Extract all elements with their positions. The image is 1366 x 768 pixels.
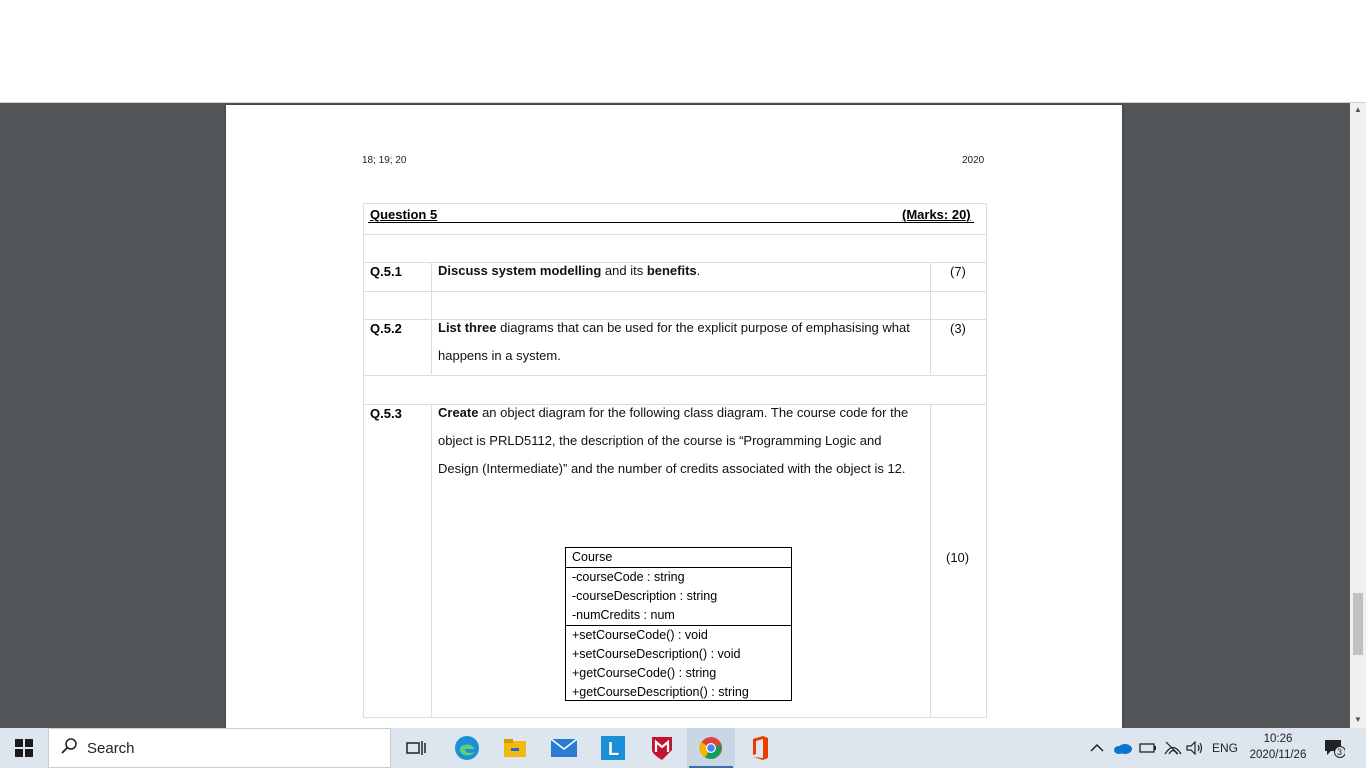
search-placeholder: Search [87, 739, 135, 757]
class-method: +getCourseCode() : string [572, 666, 717, 680]
class-name: Course [572, 550, 613, 564]
item-text [438, 257, 923, 285]
windows-start-icon[interactable] [0, 728, 48, 768]
page-header-left: 18; 19; 20 [362, 155, 407, 166]
clock-time: 10:26 [1263, 733, 1293, 745]
table-col-rule [930, 262, 931, 374]
item-text-bold: List three [438, 320, 497, 335]
table-rule [363, 234, 987, 235]
office-icon[interactable] [736, 728, 784, 768]
wifi-icon[interactable] [1164, 728, 1182, 768]
table-col-rule [930, 404, 931, 717]
item-text-bold: Create [438, 405, 479, 420]
table-col-rule [431, 404, 432, 717]
page-header-right: 2020 [962, 155, 985, 166]
item-text-bold: Discuss system modelling [438, 263, 602, 278]
class-method: +setCourseDescription() : void [572, 647, 741, 661]
scrollbar-thumb[interactable] [1353, 593, 1363, 655]
table-border-right [986, 203, 987, 718]
class-attribute: -courseCode : string [566, 567, 791, 587]
item-text-plain: and its [601, 263, 647, 278]
language-indicator[interactable]: ENG [1212, 741, 1239, 755]
task-view-icon[interactable] [394, 728, 438, 768]
taskbar-search[interactable] [48, 728, 391, 768]
scroll-up-icon[interactable]: ▲ [1354, 105, 1362, 114]
scroll-down-icon[interactable]: ▼ [1354, 715, 1362, 724]
item-marks: (7) [950, 264, 966, 279]
class-attribute: -numCredits : num [572, 608, 675, 622]
item-text-plain: an object diagram for the following class diagram. The course code for the object is PRLD5112, the description of the course is “Programming Logic and Design (Intermediate)” and the number of credits associated with the object is 12. [438, 405, 909, 476]
document-page [226, 105, 1122, 728]
clock[interactable] [1246, 731, 1310, 763]
table-border-left [363, 203, 364, 718]
notification-center-icon[interactable] [1323, 728, 1345, 768]
item-text [438, 399, 923, 482]
table-col-rule [431, 262, 432, 374]
mcafee-icon[interactable] [638, 728, 686, 768]
question-marks: (Marks: 20) [902, 207, 971, 222]
edge-icon[interactable] [443, 728, 491, 768]
item-text-bold: benefits [646, 263, 697, 278]
class-attribute: -courseDescription : string [572, 589, 718, 603]
mail-icon[interactable] [540, 728, 588, 768]
item-marks: (3) [950, 321, 966, 336]
item-text-plain: diagrams that can be used for the explicit purpose of emphasising what happens in a system. [438, 320, 910, 363]
l-app-icon[interactable] [589, 728, 637, 768]
item-number: Q.5.3 [370, 406, 402, 421]
file-explorer-icon[interactable] [491, 728, 539, 768]
item-text [438, 314, 923, 370]
svg-text:L: L [608, 739, 619, 759]
search-icon [61, 738, 77, 759]
item-number: Q.5.1 [370, 264, 402, 279]
chrome-icon[interactable] [687, 728, 735, 768]
question-underline [368, 222, 974, 223]
table-border-top [363, 203, 987, 204]
show-hidden-icons-icon[interactable] [1090, 728, 1104, 768]
table-border-bottom [363, 717, 987, 718]
clock-date: 2020/11/26 [1249, 749, 1307, 761]
onedrive-icon[interactable] [1113, 728, 1133, 768]
volume-icon[interactable] [1186, 728, 1204, 768]
battery-icon[interactable] [1139, 728, 1157, 768]
document-viewer [0, 103, 1350, 728]
vertical-scrollbar[interactable] [1350, 103, 1366, 728]
class-method: +getCourseDescription() : string [572, 685, 749, 699]
class-diagram [565, 547, 792, 701]
taskbar [0, 728, 1366, 768]
question-title: Question 5 [370, 207, 438, 222]
table-rule [363, 291, 987, 292]
item-text-plain: . [696, 263, 701, 278]
class-method: +setCourseCode() : void [566, 625, 791, 645]
notification-count: 3 [1337, 747, 1343, 757]
table-rule [363, 375, 987, 376]
item-number: Q.5.2 [370, 321, 402, 336]
item-marks: (10) [946, 550, 970, 565]
viewer-toolbar [0, 0, 1366, 103]
